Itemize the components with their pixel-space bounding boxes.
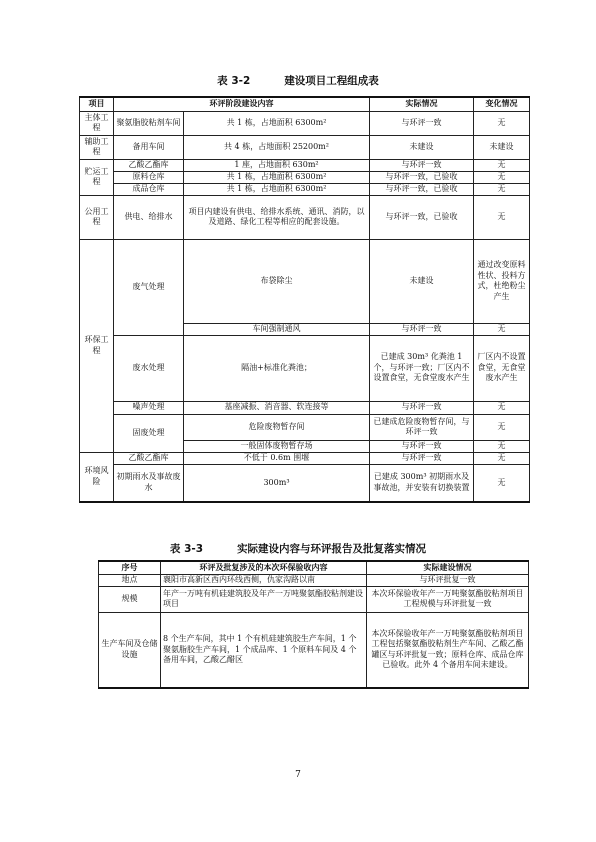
change-cell: 无 — [474, 401, 530, 414]
subitem-cell: 乙酸乙酯库 — [114, 452, 184, 464]
requirement-cell: 8 个生产车间，其中 1 个有机硅建筑胶生产车间，1 个聚氨脂胶生产车间，1 个成品库、1 个原料车间及 4 个备用车间，乙酸乙醋区 — [161, 612, 367, 688]
subitem-cell: 固废处理 — [114, 414, 184, 452]
actual-cell: 与环评批复一致 — [367, 574, 529, 586]
change-cell: 无 — [474, 171, 530, 183]
subitem-cell: 噪声处理 — [114, 401, 184, 414]
table-row — [80, 195, 530, 239]
table-row — [80, 414, 530, 440]
content-cell: 1 座，占地面积 630m² — [184, 159, 370, 171]
content-cell: 共 1 栋，占地面积 6300m² — [184, 171, 370, 183]
header-cell: 序号 — [99, 561, 161, 574]
table-row — [80, 111, 530, 135]
item-cell: 规模 — [99, 586, 161, 612]
category-cell: 贮运工程 — [80, 159, 114, 195]
table-header-row — [80, 97, 530, 111]
project-composition-table — [79, 96, 530, 503]
content-cell: 一般固体废物暂存场 — [184, 440, 370, 452]
table1-caption-title: 建设项目工程组成表 — [284, 75, 379, 87]
category-cell: 公用工程 — [80, 195, 114, 239]
table-row — [80, 335, 530, 401]
subitem-cell: 备用车间 — [114, 135, 184, 159]
actual-cell: 与环评一致，已验收 — [370, 171, 474, 183]
table-row — [80, 239, 530, 323]
change-cell: 未建设 — [474, 135, 530, 159]
change-cell: 无 — [474, 183, 530, 195]
table1-caption — [0, 73, 596, 88]
content-cell: 隔油+标准化粪池； — [184, 335, 370, 401]
actual-cell: 与环评一致 — [370, 323, 474, 335]
table-row — [80, 171, 530, 183]
subitem-cell: 成品仓库 — [114, 183, 184, 195]
actual-cell: 与环评一致，已验收 — [370, 195, 474, 239]
content-cell: 车间强制通风 — [184, 323, 370, 335]
header-cell: 环评及批复涉及的本次环保验收内容 — [161, 561, 367, 574]
header-cell: 变化情况 — [474, 97, 530, 111]
subitem-cell: 供电、给排水 — [114, 195, 184, 239]
table-row — [80, 452, 530, 464]
actual-cell: 与环评一致 — [370, 111, 474, 135]
table-row — [99, 612, 529, 688]
actual-cell: 已建成危险废物暂存间，与环评一致 — [370, 414, 474, 440]
table-row — [80, 135, 530, 159]
change-cell: 通过改变原料性状、投料方式，杜绝粉尘产生 — [474, 239, 530, 323]
header-cell: 项目 — [80, 97, 114, 111]
actual-cell: 本次环保验收年产一万吨聚氨酯胶粘剂项目工程规模与环评批复一致 — [367, 586, 529, 612]
table-row — [99, 586, 529, 612]
page-number: 7 — [295, 770, 301, 780]
header-cell: 实际情况 — [370, 97, 474, 111]
category-cell: 环境风险 — [80, 452, 114, 502]
category-cell: 主体工程 — [80, 111, 114, 135]
table2-caption-num: 表 3-3 — [169, 543, 204, 555]
table-row — [80, 159, 530, 171]
content-cell: 布袋除尘 — [184, 239, 370, 323]
requirement-cell: 襄阳市高新区西内环线西侧，仇家沟路以南 — [161, 574, 367, 586]
actual-cell: 未建设 — [370, 239, 474, 323]
change-cell: 无 — [474, 452, 530, 464]
actual-cell: 与环评一致 — [370, 440, 474, 452]
change-cell: 无 — [474, 464, 530, 502]
content-cell: 基座减振、消音器、软连接等 — [184, 401, 370, 414]
change-cell: 无 — [474, 111, 530, 135]
change-cell: 无 — [474, 195, 530, 239]
actual-cell: 与环评一致 — [370, 401, 474, 414]
content-cell: 项目内建设有供电、给排水系统、通讯、消防，以及道路、绿化工程等相应的配套设施。 — [184, 195, 370, 239]
subitem-cell: 初期雨水及事故废水 — [114, 464, 184, 502]
item-cell: 生产车间及仓储设施 — [99, 612, 161, 688]
actual-cell: 与环评一致 — [370, 159, 474, 171]
content-cell: 300m³ — [184, 464, 370, 502]
implementation-status-table — [98, 560, 529, 689]
content-cell: 共 1 栋，占地面积 6300m² — [184, 111, 370, 135]
actual-cell: 未建设 — [370, 135, 474, 159]
subitem-cell: 废气处理 — [114, 239, 184, 335]
table-row — [80, 183, 530, 195]
table-header-row — [99, 561, 529, 574]
table2-caption-title: 实际建设内容与环评报告及批复落实情况 — [237, 543, 427, 555]
table-row — [80, 401, 530, 414]
content-cell: 共 4 栋，占地面积 25200m² — [184, 135, 370, 159]
content-cell: 不低于 0.6m 围堰 — [184, 452, 370, 464]
actual-cell: 与环评一致，已验收 — [370, 183, 474, 195]
category-cell: 辅助工程 — [80, 135, 114, 159]
subitem-cell: 原料仓库 — [114, 171, 184, 183]
category-cell: 环保工程 — [80, 239, 114, 452]
header-cell: 环评阶段建设内容 — [114, 97, 370, 111]
table1-caption-num: 表 3-2 — [217, 75, 251, 87]
change-cell: 厂区内不设置食堂，无食堂废水产生 — [474, 335, 530, 401]
item-cell: 地点 — [99, 574, 161, 586]
actual-cell: 与环评一致 — [370, 452, 474, 464]
subitem-cell: 废水处理 — [114, 335, 184, 401]
content-cell: 危险废物暂存间 — [184, 414, 370, 440]
table-row — [80, 464, 530, 502]
actual-cell: 本次环保验收年产一万吨聚氨酯胶粘剂项目工程包括聚氨酯胶粘剂生产车间、乙酸乙酯罐区与环评批复一致；原料仓库、成品仓库已验收。此外 4 个备用车间未建设。 — [367, 612, 529, 688]
subitem-cell: 聚氨脂胶粘剂车间 — [114, 111, 184, 135]
actual-cell: 已建成 30m³ 化粪池 1 个，与环评一致；厂区内不设置食堂，无食堂废水产生 — [370, 335, 474, 401]
header-cell: 实际建设情况 — [367, 561, 529, 574]
change-cell: 无 — [474, 440, 530, 452]
actual-cell: 已建成 300m³ 初期雨水及事故池，并安装有切换装置 — [370, 464, 474, 502]
requirement-cell: 年产一万吨有机硅建筑胶及年产一万吨聚氨酯胶粘剂建设项目 — [161, 586, 367, 612]
change-cell: 无 — [474, 323, 530, 335]
subitem-cell: 乙酸乙酯库 — [114, 159, 184, 171]
content-cell: 共 1 栋，占地面积 6300m² — [184, 183, 370, 195]
table2-caption — [0, 541, 596, 556]
table-row — [99, 574, 529, 586]
change-cell: 无 — [474, 414, 530, 440]
change-cell: 无 — [474, 159, 530, 171]
